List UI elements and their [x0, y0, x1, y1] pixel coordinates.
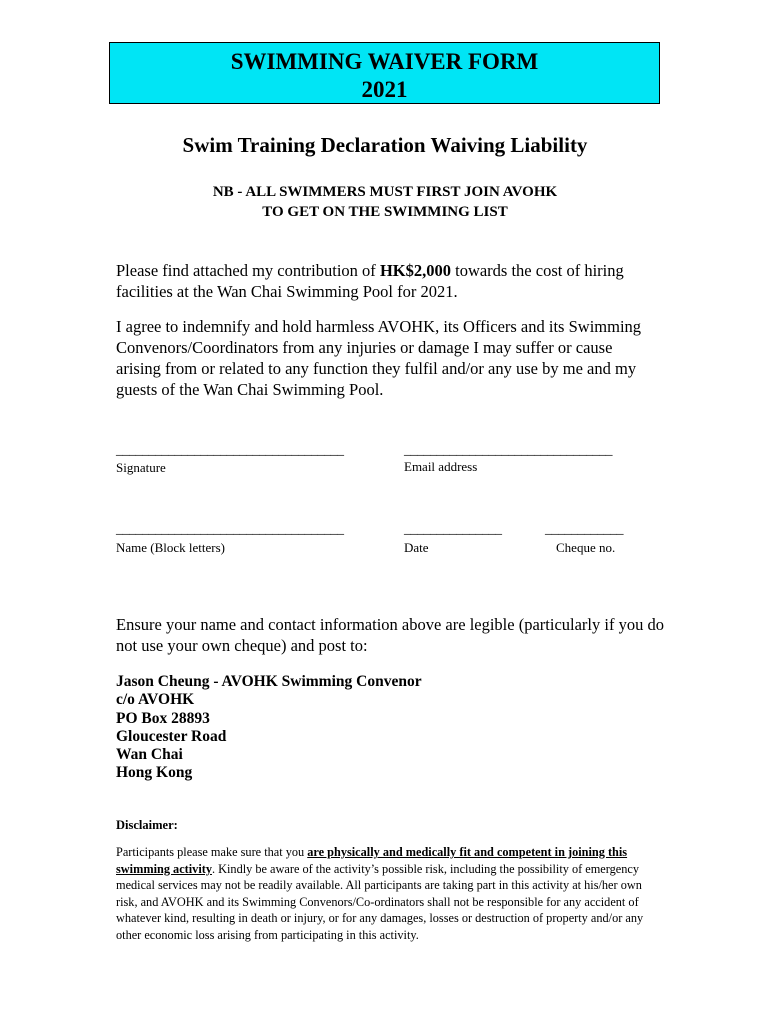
- nb-notice: [0, 182, 770, 222]
- subtitle: Swim Training Declaration Waiving Liability: [182, 133, 588, 157]
- title-box: [109, 42, 660, 104]
- date-line[interactable]: _______________: [404, 522, 502, 537]
- contribution-text-start: Please find attached my contribution of: [116, 261, 380, 280]
- cheque-label: Cheque no.: [556, 540, 616, 555]
- cheque-line[interactable]: ____________: [545, 522, 623, 537]
- disclaimer-heading: Disclaimer:: [116, 818, 178, 832]
- disclaimer-text-start: Participants please make sure that you: [116, 845, 308, 859]
- name-label: Name (Block letters): [116, 540, 226, 555]
- address-line-3: PO Box 28893: [116, 709, 210, 727]
- contribution-text-end: towards the cost of hiring facilities at the Wan Chai Swimming Pool for 2021.: [116, 261, 624, 301]
- title-line-1: SWIMMING WAIVER FORM: [230, 49, 539, 74]
- email-line[interactable]: ________________________________: [404, 443, 612, 458]
- contribution-paragraph: [116, 260, 661, 302]
- address-line-5: Wan Chai: [116, 746, 183, 764]
- disclaimer-emphasis: are physically and medically fit and competent in joining this swimming activity: [116, 845, 628, 876]
- email-label: Email address: [404, 459, 478, 474]
- disclaimer-text: [116, 844, 646, 944]
- ensure-paragraph: Ensure your name and contact information above are legible (particularly if you do not use your own cheque) and post to:: [116, 615, 664, 655]
- nb-line-1: NB - ALL SWIMMERS MUST FIRST JOIN AVOHK: [212, 184, 558, 200]
- indemnity-paragraph: I agree to indemnify and hold harmless AVOHK, its Officers and its Swimming Convenors/Coordinators from any injuries or damage I may suffer or cause arising from or related to any function they fulfil and/or any use by me and my guests of the Wan Chai Swimming Pool.: [116, 317, 642, 399]
- name-line[interactable]: ___________________________________: [116, 522, 344, 537]
- signature-label: Signature: [116, 460, 166, 475]
- postal-address: [116, 673, 422, 783]
- disclaimer-text-end: . Kindly be aware of the activity’s possible risk, including the possibility of emergency medical services may not be readily available. All participants are taking part in this activity at his/her own risk, and AVOHK and its Swimming Convenors/Co-ordinators shall not be responsible for any accident of whatever kind, resulting in death or injury, or for any damages, losses or destruction of property and/or any other economic loss arising from participating in this activity.: [116, 861, 644, 942]
- contribution-amount: HK$2,000: [379, 261, 451, 280]
- date-label: Date: [404, 540, 429, 555]
- address-line-6: Hong Kong: [116, 764, 193, 782]
- address-line-4: Gloucester Road: [116, 727, 227, 745]
- signature-line[interactable]: ___________________________________: [116, 443, 344, 458]
- title-line-2: 2021: [361, 77, 408, 102]
- nb-line-2: TO GET ON THE SWIMMING LIST: [262, 204, 508, 220]
- address-line-1: Jason Cheung - AVOHK Swimming Convenor: [116, 673, 422, 690]
- address-line-2: c/o AVOHK: [116, 691, 195, 709]
